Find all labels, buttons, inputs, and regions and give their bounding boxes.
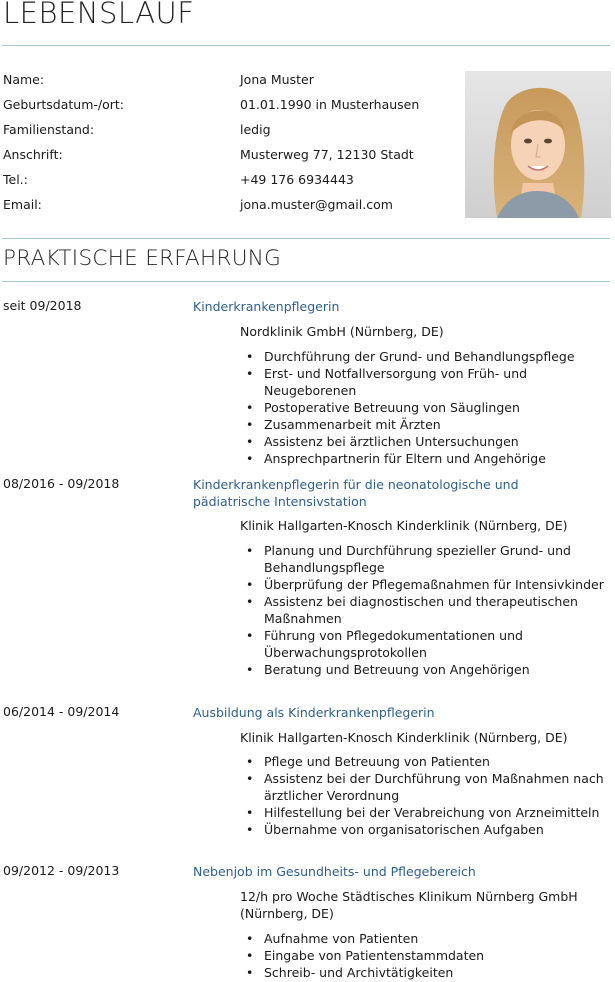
task-item: • Pflege und Betreuung von Patienten [240,753,612,770]
job-title: Kinderkrankenpflegerin für die neonatologische und pädiatrische Intensivstation [193,477,519,509]
task-list [240,348,612,467]
page-title: LEBENSLAUF [3,0,195,30]
job-title: Kinderkrankenpflegerin [193,299,340,314]
job-date: 09/2012 - 09/2013 [3,863,120,878]
employer: Klinik Hallgarten-Knosch Kinderklinik (Nürnberg, DE) [240,518,568,533]
task-item: • Führung von Pflegedokumentationen und Überwachungsprotokollen [240,627,612,661]
job-date: 08/2016 - 09/2018 [3,476,120,491]
task-list [240,753,612,838]
task-item: • Assistenz bei diagnostischen und therapeutischen Maßnahmen [240,593,612,627]
task-item: • Beratung und Betreuung von Angehörigen [240,661,612,678]
task-item: • Übernahme von organisatorischen Aufgaben [240,821,612,838]
employer: Nordklinik GmbH (Nürnberg, DE) [240,324,444,339]
profile-photo [465,71,611,218]
marital-status-value: ledig [240,122,271,137]
task-item: • Ansprechpartnerin für Eltern und Angehörige [240,450,612,467]
birth-label: Geburtsdatum-/ort: [3,97,125,112]
task-item: • Assistenz bei ärztlichen Untersuchungen [240,433,612,450]
marital-status-label: Familienstand: [3,122,95,137]
employer: Klinik Hallgarten-Knosch Kinderklinik (Nürnberg, DE) [240,730,568,745]
job-date: seit 09/2018 [3,298,82,313]
employer: 12/h pro Woche Städtisches Klinikum Nürnberg GmbH (Nürnberg, DE) [240,889,578,921]
section-top-divider [2,238,610,239]
email-value: jona.muster@gmail.com [240,197,393,212]
task-item: • Überprüfung der Pflegemaßnahmen für Intensivkinder [240,576,612,593]
task-item: • Aufnahme von Patienten [240,930,612,947]
name-value: Jona Muster [240,72,314,87]
name-label: Name: [3,72,45,87]
phone-value: +49 176 6934443 [240,172,354,187]
email-label: Email: [3,197,42,212]
phone-label: Tel.: [3,172,28,187]
title-divider [2,45,610,46]
task-item: • Assistenz bei der Durchführung von Maßnahmen nach ärztlicher Verordnung [240,770,612,804]
task-item: • Hilfestellung bei der Verabreichung von Arzneimitteln [240,804,612,821]
section-title: PRAKTISCHE ERFAHRUNG [3,246,282,271]
job-title: Ausbildung als Kinderkrankenpflegerin [193,705,435,720]
address-label: Anschrift: [3,147,63,162]
section-bottom-divider [2,281,610,282]
birth-value: 01.01.1990 in Musterhausen [240,97,420,112]
task-item: • Erst- und Notfallversorgung von Früh- und Neugeborenen [240,365,612,399]
task-item: • Zusammenarbeit mit Ärzten [240,416,612,433]
task-item: • Postoperative Betreuung von Säuglingen [240,399,612,416]
address-value: Musterweg 77, 12130 Stadt [240,147,414,162]
task-item: • Eingabe von Patientenstammdaten [240,947,612,964]
job-date: 06/2014 - 09/2014 [3,704,120,719]
task-item: • Planung und Durchführung spezieller Grund- und Behandlungspflege [240,542,612,576]
task-list [240,542,612,678]
job-title: Nebenjob im Gesundheits- und Pflegebereich [193,864,476,879]
task-item: • Schreib- und Archivtätigkeiten [240,964,612,981]
task-item: • Durchführung der Grund- und Behandlungspflege [240,348,612,365]
task-list [240,930,612,981]
